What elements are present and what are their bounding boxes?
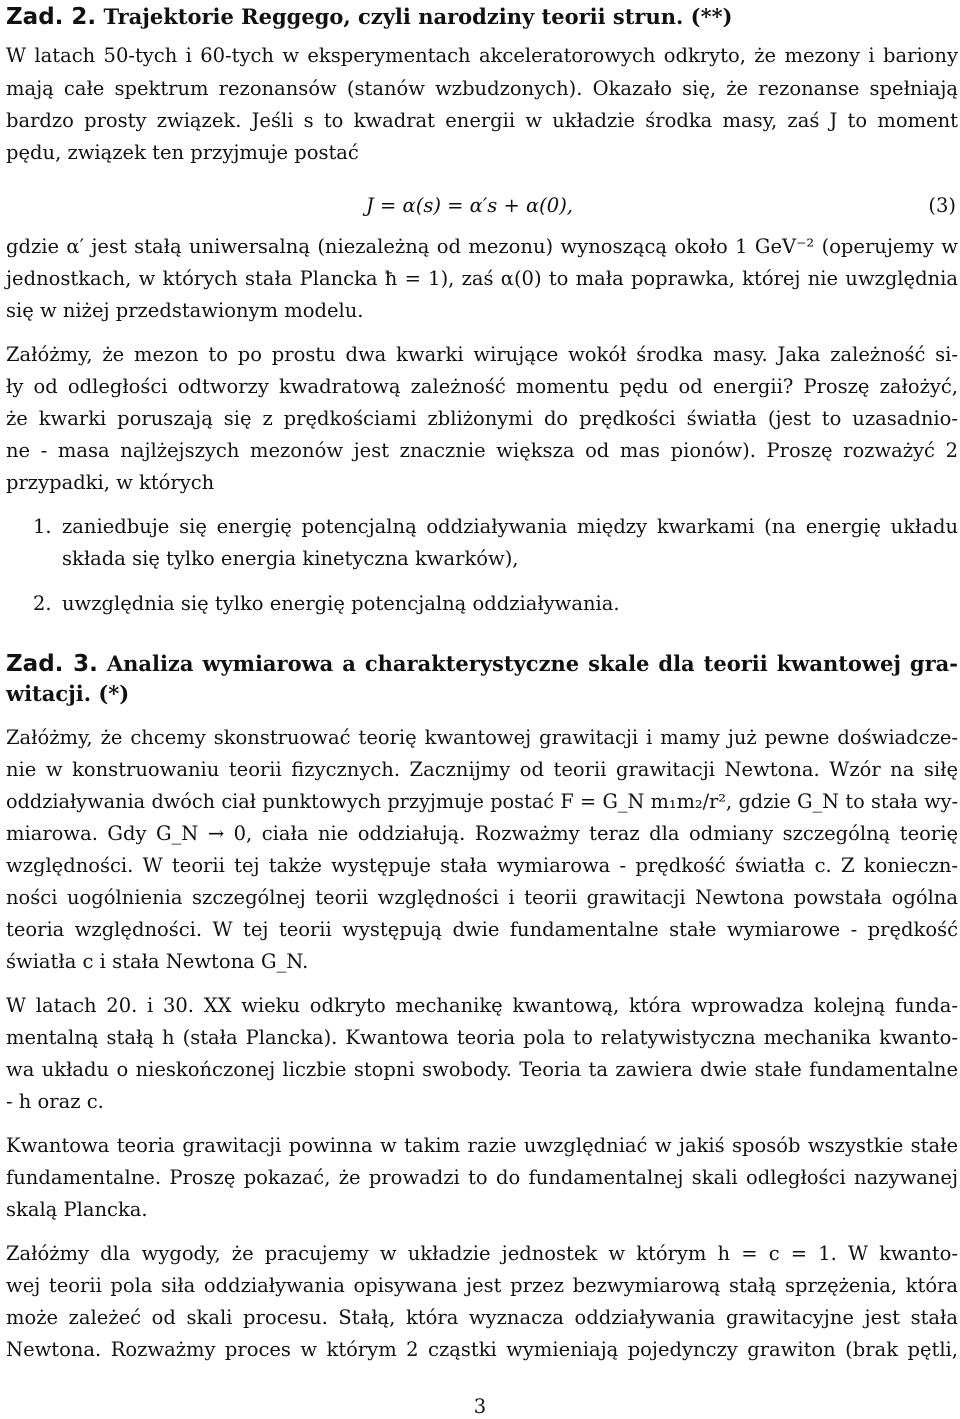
zad3-para4-line: Załóżmy dla wygody, że pracujemy w układzie jednostek w którym h = c = 1. W kwanto- [6, 1242, 958, 1265]
list-item-number: 1. [33, 515, 52, 538]
zad3-para2-line: W latach 20. i 30. XX wieku odkryto mechanikę kwantową, która wprowadza kolejną funda- [6, 994, 958, 1017]
list-item-line: uwzględnia się tylko energię potencjalną oddziaływania. [62, 592, 620, 615]
list-item-line: składa się tylko energia kinetyczna kwarków), [62, 547, 519, 570]
list-item-line: zaniedbuje się energię potencjalną oddziaływania między kwarkami (na energię układu [62, 515, 958, 538]
zad3-para1-line: nie w konstruowaniu teorii fizycznych. Zacznijmy od teorii grawitacji Newtona. Wzór na siłę [6, 758, 958, 781]
zad3-para2-line: mentalną stałą h (stała Plancka). Kwantowa teoria pola to relatywistyczna mechanika kwanto- [6, 1026, 958, 1049]
zad3-para1-line: Załóżmy, że chcemy skonstruować teorię kwantowej grawitacji i mamy już pewne doświadcze- [6, 726, 958, 749]
list-item-number: 2. [33, 592, 52, 615]
zad2-para1-line: bardzo prosty związek. Jeśli s to kwadrat energii w układzie środka masy, zaś J to moment [6, 109, 958, 132]
zad3-para1-line: światła c i stała Newtona G_N. [6, 950, 309, 973]
zad2-para2-line: jednostkach, w których stała Plancka ħ = 1), zaś α(0) to mała poprawka, której nie uwzględnia [6, 267, 958, 290]
zad2-para3-line: ły od odległości odtworzy kwadratową zależność momentu pędu od energii? Proszę założyć, [6, 375, 958, 398]
zad2-para3-line: Załóżmy, że mezon to po prostu dwa kwarki wirujące wokół środka masy. Jaka zależność si- [6, 343, 958, 366]
zad3-title-line2: witacji. (*) [6, 681, 130, 706]
zad2-para2-line: się w niżej przedstawionym modelu. [6, 299, 364, 322]
zad2-title: Trajektorie Reggego, czyli narodziny teorii strun. (**) [103, 4, 733, 29]
zad3-title-line1: Analiza wymiarowa a charakterystyczne skale dla teorii kwantowej gra- [106, 651, 959, 676]
zad2-para1-line: pędu, związek ten przyjmuje postać [6, 141, 359, 164]
zad3-para1-line: miarowa. Gdy G_N → 0, ciała nie oddziałują. Rozważmy teraz dla odmiany szczególną teorię [6, 822, 958, 845]
zad2-heading [6, 4, 958, 30]
zad3-para2-line: - h oraz c. [6, 1090, 104, 1113]
zad2-para3-line: przypadki, w których [6, 471, 215, 494]
zad3-para1-line: teoria względności. W tej teorii występują dwie fundamentalne stałe wymiarowe - prędkość [6, 918, 958, 941]
zad3-para3-line: Kwantowa teoria grawitacji powinna w takim razie uwzględniać w jakiś sposób wszystkie stałe [6, 1134, 958, 1157]
zad3-para1-line: względności. W teorii tej także występuje stała wymiarowa - prędkość światła c. Z konieczn- [6, 854, 958, 877]
zad2-para1-line: mają całe spektrum rezonansów (stanów wzbudzonych). Okazało się, że rezonanse spełniają [6, 77, 958, 100]
zad3-number: Zad. 3. [6, 651, 98, 677]
zad3-para1-line: oddziaływania dwóch ciał punktowych przyjmuje postać F = G_N m₁m₂/r², gdzie G_N to stała wy- [6, 790, 958, 813]
zad2-para3-line: ne - masa najlżejszych mezonów jest znacznie większa od mas pionów). Proszę rozważyć 2 [6, 439, 958, 462]
zad3-para3-line: skalą Plancka. [6, 1198, 148, 1221]
zad2-para3-line: że kwarki poruszają się z prędkościami zbliżonymi do prędkości światła (jest to uzasadnio- [6, 407, 958, 430]
zad2-para1-line: W latach 50-tych i 60-tych w eksperymentach akceleratorowych odkryto, że mezony i bariony [6, 44, 958, 67]
zad3-para4-line: Newtona. Rozważmy proces w którym 2 cząstki wymieniają pojedynczy grawiton (brak pętli, [6, 1338, 958, 1361]
zad3-heading [6, 651, 958, 677]
zad2-para2-line: gdzie α′ jest stałą uniwersalną (niezależną od mezonu) wynoszącą około 1 GeV⁻² (operujemy w [6, 235, 958, 258]
zad3-para3-line: fundamentalne. Proszę pokazać, że prowadzi to do fundamentalnej skali odległości nazywanej [6, 1166, 958, 1189]
equation-number: (3) [928, 194, 956, 217]
zad3-para1-line: ności uogólnienia szczególnej teorii względności i teorii grawitacji Newtona powstała ogólna [6, 886, 958, 909]
zad3-para2-line: wa układu o nieskończonej liczbie stopni swobody. Teoria ta zawiera dwie stałe fundamentalne [6, 1058, 958, 1081]
zad3-para4-line: może zależeć od skali procesu. Stałą, która wyznacza oddziaływania grawitacyjne jest stała [6, 1306, 958, 1329]
equation-body: J = α(s) = α′s + α(0), [366, 194, 574, 217]
zad3-para4-line: wej teorii pola siła oddziaływania opisywana jest przez bezwymiarową stałą sprzężenia, która [6, 1274, 958, 1297]
zad2-number: Zad. 2. [6, 4, 97, 30]
page-number: 3 [473, 1395, 487, 1418]
